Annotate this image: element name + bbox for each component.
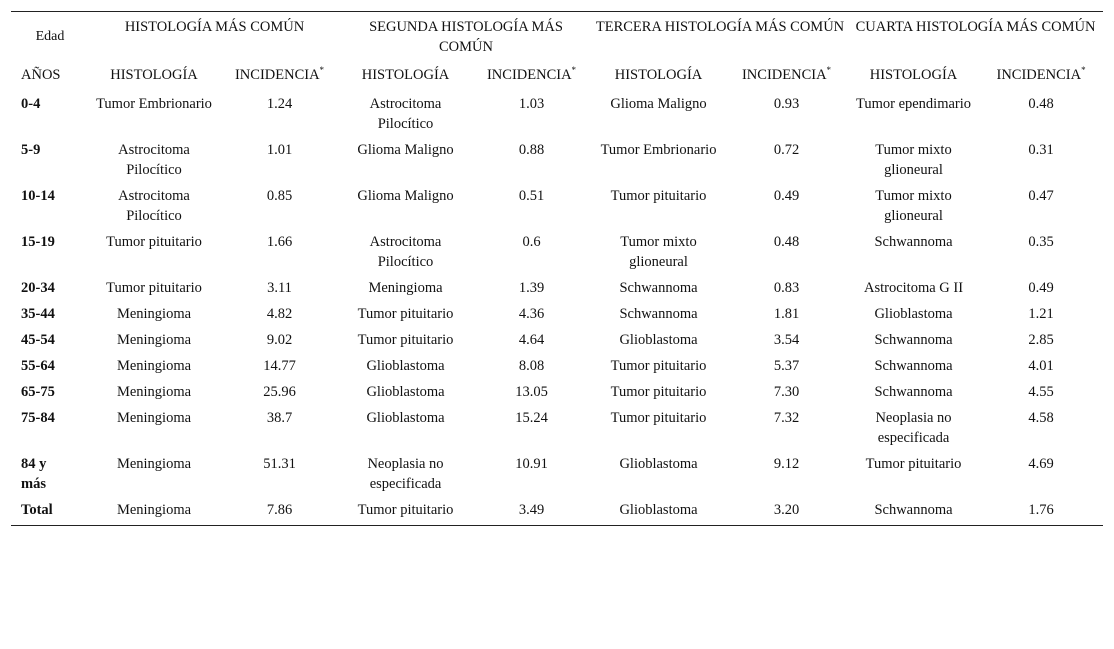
- table-header: [11, 12, 1103, 92]
- histology-cell-3: Tumor mixto glioneural: [620, 234, 697, 270]
- age-cell: 75-84: [21, 410, 55, 426]
- histology-cell-3: Glioblastoma: [619, 456, 698, 472]
- histology-cell-2: Neoplasia no especificada: [367, 456, 444, 492]
- histologia-header-2: HISTOLOGÍA: [361, 67, 450, 83]
- incidence-cell-3: 5.37: [773, 358, 800, 374]
- incidencia-header-2: [471, 57, 592, 91]
- histology-cell-2: Glioblastoma: [366, 384, 445, 400]
- incidence-cell-2: 10.91: [515, 456, 548, 472]
- histology-cell-4: Tumor mixto glioneural: [875, 142, 952, 178]
- histology-cell-3: Schwannoma: [619, 306, 698, 322]
- histologia-header-4: HISTOLOGÍA: [869, 67, 958, 83]
- incidence-cell-4: 1.21: [1028, 306, 1054, 322]
- histology-cell-1: Meningioma: [116, 502, 192, 518]
- incidence-cell-1: 38.7: [266, 410, 293, 426]
- histology-cell-2: Glioblastoma: [366, 410, 445, 426]
- table-row: [11, 183, 1103, 229]
- incidence-cell-2: 3.49: [518, 502, 545, 518]
- histology-cell-3: Tumor Embrionario: [600, 142, 717, 158]
- incidence-cell-4: 4.58: [1028, 410, 1054, 426]
- table-body: [11, 91, 1103, 526]
- incidence-cell-3: 0.48: [773, 234, 800, 250]
- age-cell: Total: [21, 502, 53, 518]
- incidencia-label: INCIDENCIA: [234, 67, 320, 83]
- asterisk-mark: *: [826, 65, 832, 75]
- histology-cell-3: Tumor pituitario: [610, 384, 707, 400]
- histologia-header-1: HISTOLOGÍA: [110, 67, 198, 83]
- incidence-cell-2: 4.64: [518, 332, 545, 348]
- histology-cell-4: Glioblastoma: [874, 306, 953, 322]
- table-row: [11, 137, 1103, 183]
- histology-cell-3: Schwannoma: [619, 280, 698, 296]
- histology-cell-1: Meningioma: [116, 358, 192, 374]
- histology-cell-3: Glioblastoma: [619, 502, 698, 518]
- incidence-cell-1: 14.77: [263, 358, 296, 374]
- age-cell: 5-9: [21, 142, 41, 158]
- incidence-cell-4: 0.35: [1028, 234, 1054, 250]
- incidence-cell-3: 0.83: [773, 280, 800, 296]
- histology-cell-3: Tumor pituitario: [610, 358, 707, 374]
- incidence-cell-4: 4.01: [1028, 358, 1054, 374]
- incidence-cell-4: 1.76: [1028, 502, 1054, 518]
- table-row: [11, 275, 1103, 301]
- histology-cell-2: Glioblastoma: [366, 358, 445, 374]
- incidence-cell-4: 0.48: [1028, 96, 1054, 112]
- histology-cell-1: Tumor Embrionario: [96, 96, 212, 112]
- age-cell: 55-64: [21, 358, 55, 374]
- incidence-cell-4: 4.55: [1028, 384, 1054, 400]
- table-row: [11, 379, 1103, 405]
- histology-cell-4: Schwannoma: [874, 502, 953, 518]
- incidence-cell-3: 9.12: [773, 456, 800, 472]
- table-row: [11, 327, 1103, 353]
- histologia-header-3: HISTOLOGÍA: [614, 67, 703, 83]
- histology-cell-1: Meningioma: [116, 332, 192, 348]
- incidencia-label: INCIDENCIA: [741, 67, 827, 83]
- group-header-3: TERCERA HISTOLOGÍA MÁS COMÚN: [595, 19, 845, 35]
- incidence-cell-3: 0.72: [773, 142, 800, 158]
- age-cell: 65-75: [21, 384, 55, 400]
- incidence-cell-1: 1.24: [266, 96, 293, 112]
- histology-cell-3: Tumor pituitario: [610, 188, 707, 204]
- incidence-cell-2: 0.6: [522, 234, 541, 250]
- incidence-cell-1: 25.96: [263, 384, 296, 400]
- incidence-cell-2: 1.39: [518, 280, 545, 296]
- incidence-cell-4: 0.47: [1028, 188, 1054, 204]
- incidence-cell-2: 13.05: [515, 384, 548, 400]
- incidence-cell-4: 4.69: [1028, 456, 1054, 472]
- table-row: [11, 405, 1103, 451]
- asterisk-mark: *: [571, 65, 577, 75]
- incidence-cell-1: 1.01: [266, 142, 293, 158]
- histology-cell-3: Glioma Maligno: [610, 96, 707, 112]
- group-header-4: CUARTA HISTOLOGÍA MÁS COMÚN: [855, 19, 1096, 35]
- incidencia-label: INCIDENCIA: [486, 67, 572, 83]
- incidence-cell-1: 1.66: [266, 234, 293, 250]
- incidence-table-container: [11, 11, 1103, 526]
- incidence-cell-3: 1.81: [773, 306, 800, 322]
- histology-cell-1: Meningioma: [116, 456, 192, 472]
- age-cell: 15-19: [21, 234, 55, 250]
- table-row: [11, 301, 1103, 327]
- histology-cell-2: Tumor pituitario: [357, 502, 454, 518]
- age-cell: 35-44: [21, 306, 55, 322]
- histology-cell-4: Tumor ependimario: [855, 96, 972, 112]
- incidence-cell-3: 3.54: [773, 332, 800, 348]
- histology-cell-1: Meningioma: [116, 384, 192, 400]
- table-row: [11, 91, 1103, 137]
- incidence-cell-4: 0.31: [1028, 142, 1054, 158]
- histology-cell-2: Astrocitoma Pilocítico: [369, 234, 442, 270]
- group-header-2: SEGUNDA HISTOLOGÍA MÁS COMÚN: [369, 19, 563, 55]
- incidence-cell-1: 0.85: [266, 188, 293, 204]
- histology-cell-2: Tumor pituitario: [357, 332, 454, 348]
- incidence-cell-4: 0.49: [1028, 280, 1054, 296]
- incidence-cell-3: 0.49: [773, 188, 800, 204]
- histology-cell-2: Tumor pituitario: [357, 306, 454, 322]
- histology-cell-1: Meningioma: [116, 410, 192, 426]
- incidence-cell-3: 7.32: [773, 410, 800, 426]
- age-cell: 20-34: [21, 280, 55, 296]
- incidence-cell-2: 15.24: [515, 410, 548, 426]
- histology-cell-1: Tumor pituitario: [106, 234, 202, 250]
- asterisk-mark: *: [1081, 65, 1086, 75]
- histology-cell-4: Tumor mixto glioneural: [875, 188, 952, 224]
- incidence-cell-2: 1.03: [518, 96, 545, 112]
- histology-cell-1: Tumor pituitario: [106, 280, 202, 296]
- incidence-cell-1: 7.86: [266, 502, 293, 518]
- incidencia-label: INCIDENCIA: [996, 67, 1082, 83]
- histology-cell-2: Astrocitoma Pilocítico: [369, 96, 442, 132]
- histology-cell-2: Glioma Maligno: [357, 188, 454, 204]
- age-cell: 45-54: [21, 332, 55, 348]
- histology-cell-2: Glioma Maligno: [357, 142, 454, 158]
- age-cell: 84 y más: [21, 456, 47, 492]
- histology-cell-4: Schwannoma: [874, 332, 953, 348]
- histology-cell-4: Astrocitoma G II: [863, 280, 964, 296]
- age-cell: 0-4: [21, 96, 41, 112]
- age-cell: 10-14: [21, 188, 55, 204]
- incidence-cell-1: 51.31: [263, 456, 296, 472]
- incidence-cell-1: 3.11: [267, 280, 292, 296]
- histology-cell-2: Meningioma: [368, 280, 443, 296]
- group-header-row: [11, 12, 1103, 58]
- anos-header: AÑOS: [21, 67, 61, 83]
- histology-cell-4: Tumor pituitario: [865, 456, 962, 472]
- sub-header-row: [11, 57, 1103, 91]
- incidence-cell-2: 8.08: [518, 358, 545, 374]
- incidencia-header-3: [725, 57, 848, 91]
- incidence-cell-3: 0.93: [773, 96, 800, 112]
- table-row: [11, 451, 1103, 497]
- incidencia-header-1: [219, 57, 340, 91]
- histology-cell-4: Schwannoma: [874, 384, 953, 400]
- incidence-cell-2: 0.88: [518, 142, 545, 158]
- group-header-1: HISTOLOGÍA MÁS COMÚN: [124, 19, 305, 35]
- histology-cell-1: Meningioma: [116, 306, 192, 322]
- incidence-cell-1: 4.82: [266, 306, 293, 322]
- incidence-cell-2: 4.36: [518, 306, 545, 322]
- table-row: [11, 229, 1103, 275]
- histology-cell-4: Schwannoma: [874, 358, 953, 374]
- histology-cell-1: Astrocitoma Pilocítico: [118, 188, 190, 224]
- histology-cell-4: Neoplasia no especificada: [875, 410, 952, 446]
- table-row: [11, 353, 1103, 379]
- histology-cell-3: Tumor pituitario: [610, 410, 707, 426]
- incidence-cell-4: 2.85: [1028, 332, 1054, 348]
- edad-header: Edad: [35, 28, 65, 44]
- incidence-cell-3: 3.20: [773, 502, 800, 518]
- incidence-cell-3: 7.30: [773, 384, 800, 400]
- asterisk-mark: *: [319, 65, 325, 75]
- incidence-cell-1: 9.02: [266, 332, 293, 348]
- table-row-total: [11, 497, 1103, 526]
- histology-cell-3: Glioblastoma: [619, 332, 698, 348]
- incidence-cell-2: 0.51: [518, 188, 545, 204]
- histology-cell-1: Astrocitoma Pilocítico: [118, 142, 190, 178]
- histology-cell-4: Schwannoma: [874, 234, 953, 250]
- incidencia-header-4: [979, 57, 1103, 91]
- histology-incidence-table: [11, 11, 1103, 526]
